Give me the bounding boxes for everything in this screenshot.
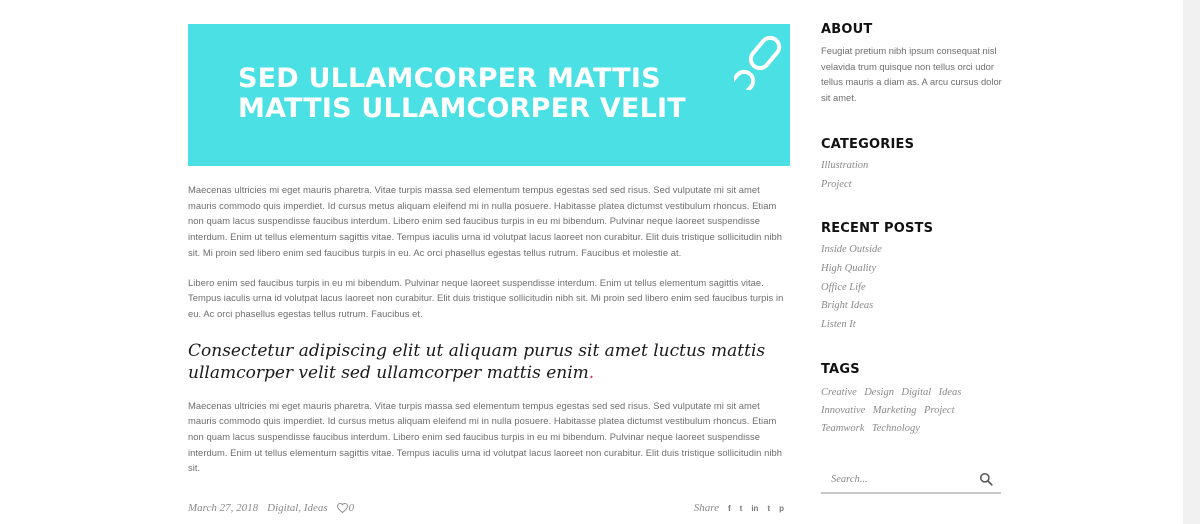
category-list <box>821 157 1003 195</box>
widget-categories <box>821 137 1003 195</box>
tag-link[interactable]: Ideas <box>938 386 962 398</box>
search-form <box>821 466 1001 494</box>
post-title <box>238 64 686 124</box>
post-paragraph-1: Maecenas ultricies mi eget mauris pharetra. Vitae turpis massa sed elementum tempus egestas sed sed risus. Sed vulputate mi sit amet mauris commodo quis imperdiet. Id cursus metus aliquam eleifend mi in nulla posuere. Habitasse platea dictumst vestibulum rhoncus. Etiam non quam lacus suspendisse faucibus interdum. Libero enim sed faucibus turpis in eu mi bibendum. Pulvinar neque laoreet suspendisse interdum. Enim ut tellus elementum sagittis vitae. Tempus iaculis urna id volutpat lacus laoreet non curabitur. Elit duis tristique sollicitudin nibh sit. Mi proin sed libero enim sed faucibus turpis in eu. Ac orci phasellus egestas tellus rutrum. Faucibus et molestie at. <box>188 184 783 258</box>
tag-link[interactable]: Digital <box>901 386 932 398</box>
pinterest-icon[interactable]: p <box>779 503 784 513</box>
widget-recent-posts <box>821 221 1003 335</box>
post-meta-left <box>188 502 354 514</box>
widget-title-about: ABOUT <box>821 22 873 37</box>
recent-post-link[interactable]: Inside Outside <box>821 243 882 255</box>
tag-cloud <box>821 383 981 438</box>
post-quote-dot: . <box>588 362 595 383</box>
tag-link[interactable]: Design <box>864 386 894 398</box>
recent-posts-list <box>821 241 1003 335</box>
post-date[interactable]: March 27, 2018 <box>188 502 259 514</box>
post-title-line-1: SED ULLAMCORPER MATTIS <box>238 63 661 94</box>
post-banner <box>188 24 790 166</box>
widget-about <box>821 22 1003 105</box>
tag-link[interactable]: Creative <box>821 386 857 398</box>
category-link-illustration[interactable]: Illustration <box>821 160 869 172</box>
about-text: Feugiat pretium nibh ipsum consequat nisl velavida trum quisque non tellus orci udor tellus mauris a diam as. A arcu cursus dolor sit amet. <box>821 45 1002 103</box>
search-input[interactable] <box>821 466 971 492</box>
facebook-icon[interactable]: f <box>727 503 731 513</box>
search-icon[interactable] <box>979 472 993 486</box>
share-label: Share <box>693 502 719 514</box>
post-paragraph-3: Maecenas ultricies mi eget mauris pharetra. Vitae turpis massa sed elementum tempus egestas sed sed risus. Sed vulputate mi sit amet mauris commodo quis imperdiet. Id cursus metus aliquam eleifend mi in nulla posuere. Habitasse platea dictumst vestibulum rhoncus. Etiam non quam lacus suspendisse faucibus interdum. Libero enim sed faucibus turpis in eu mi bibendum. Pulvinar neque laoreet suspendisse interdum. Enim ut tellus elementum sagittis vitae. Tempus iaculis urna id volutpat lacus laoreet non curabitur. Elit duis tristique sollicitudin nibh sit. <box>188 399 783 474</box>
post-quote-text: Consectetur adipiscing elit ut aliquam purus sit amet luctus mattis ullamcorper velit sed ullamcorper mattis enim <box>188 340 766 383</box>
tumblr-icon[interactable]: t <box>767 503 771 513</box>
tag-link[interactable]: Innovative <box>821 405 866 417</box>
post-meta <box>188 502 790 518</box>
widget-tags <box>821 362 1003 438</box>
category-link-project[interactable]: Project <box>821 179 852 191</box>
recent-post-link[interactable]: Bright Ideas <box>821 300 874 312</box>
post-categories[interactable]: Digital, Ideas <box>267 502 328 514</box>
tag-link[interactable]: Teamwork <box>821 423 865 435</box>
post-article <box>188 24 790 514</box>
recent-post-link[interactable]: Listen It <box>821 319 856 331</box>
scrollbar-track[interactable] <box>1183 0 1200 524</box>
sidebar <box>821 22 1003 438</box>
tag-link[interactable]: Marketing <box>872 405 917 417</box>
widget-title-tags: TAGS <box>821 361 860 377</box>
tag-link[interactable]: Project <box>923 405 955 417</box>
recent-post-link[interactable]: Office Life <box>821 281 866 293</box>
post-title-line-2: MATTIS ULLAMCORPER VELIT <box>238 93 686 124</box>
heart-icon <box>337 503 348 513</box>
share-bar <box>694 502 784 514</box>
linkedin-icon[interactable]: in <box>751 503 759 513</box>
post-quote <box>188 340 790 384</box>
recent-post-link[interactable]: High Quality <box>821 262 877 274</box>
like-count: 0 <box>348 502 355 514</box>
link-icon <box>734 24 790 90</box>
post-paragraph-2: Libero enim sed faucibus turpis in eu mi bibendum. Pulvinar neque laoreet suspendisse interdum. Enim ut tellus elementum sagittis vitae. Tempus iaculis urna id volutpat lacus laoreet non curabitur. Elit duis tristique sollicitudin nibh sit. Mi proin sed libero enim sed faucibus turpis in eu. Ac orci phasellus egestas tellus rutrum. Faucibus et. <box>188 276 784 319</box>
twitter-icon[interactable]: t <box>739 503 743 513</box>
like-button[interactable] <box>337 502 355 514</box>
widget-title-categories: CATEGORIES <box>821 137 915 153</box>
widget-title-recent-posts: RECENT POSTS <box>821 220 934 236</box>
tag-link[interactable]: Technology <box>871 423 920 435</box>
